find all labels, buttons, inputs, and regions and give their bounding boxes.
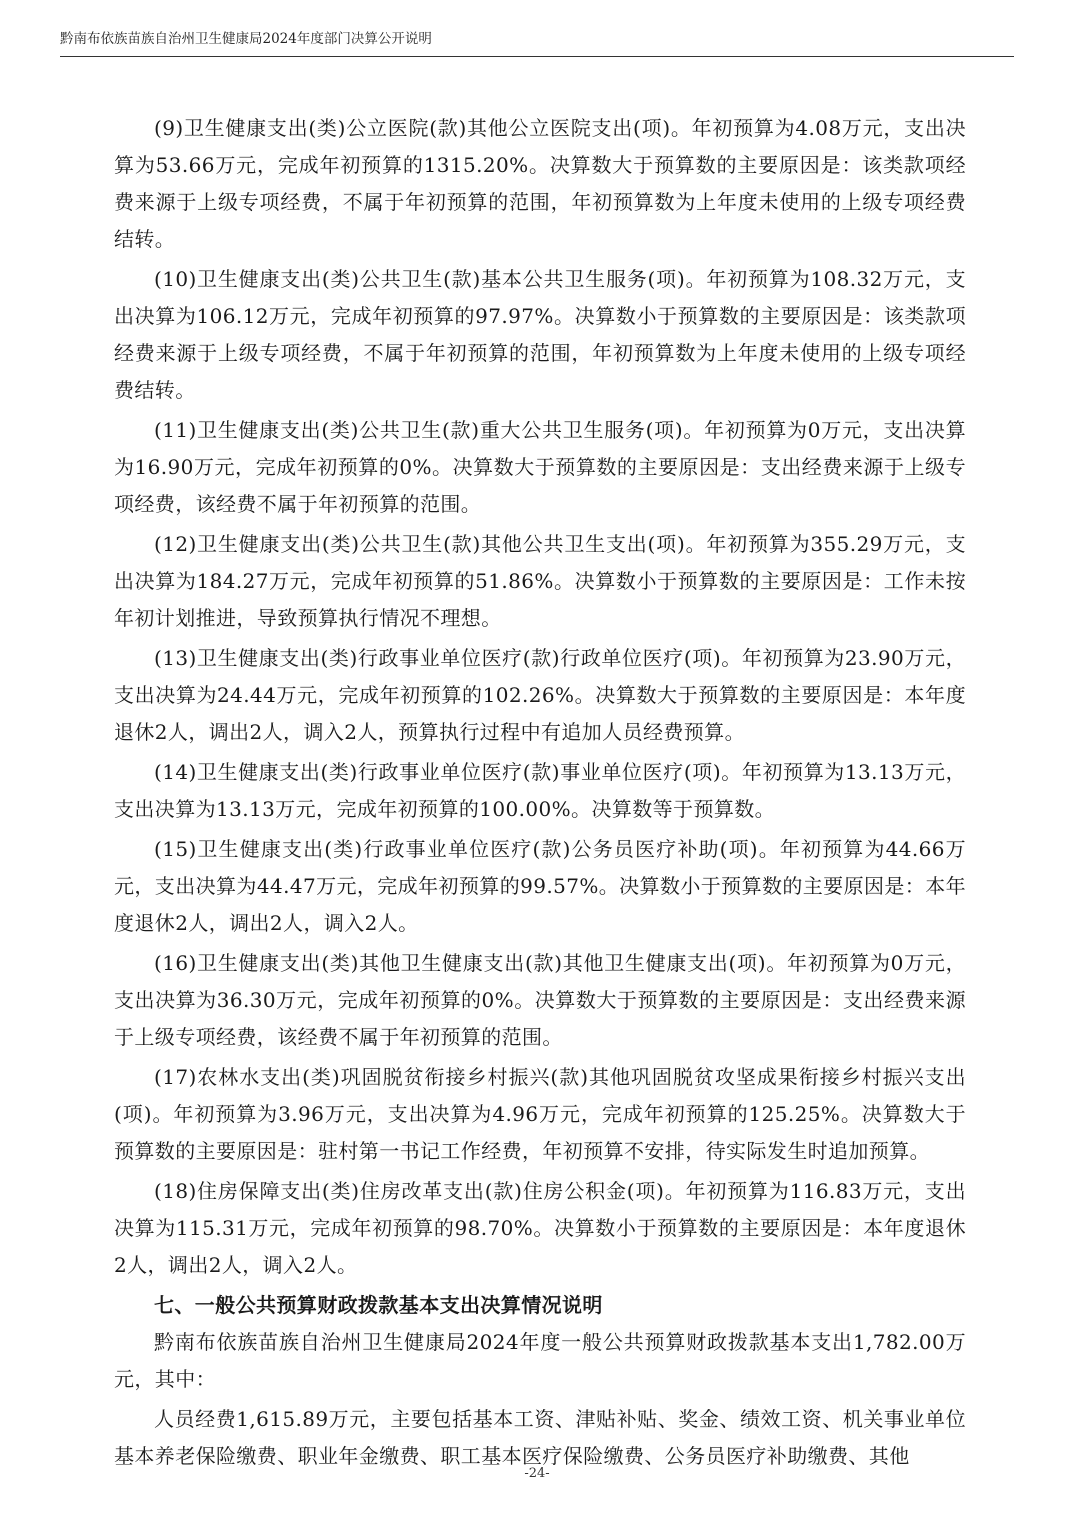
paragraph-item-13: (13)卫生健康支出(类)行政事业单位医疗(款)行政单位医疗(项)。年初预算为23.90万元，支出决算为24.44万元，完成年初预算的102.26%。决算数大于预算数的主要原因是：本年度退休2人，调出2人，调入2人，预算执行过程中有追加人员经费预算。 [114, 646, 966, 744]
page-number: -24- [524, 1466, 550, 1481]
paragraph-item-9: (9)卫生健康支出(类)公立医院(款)其他公立医院支出(项)。年初预算为4.08万元，支出决算为53.66万元，完成年初预算的1315.20%。决算数大于预算数的主要原因是：该类款项经费来源于上级专项经费，不属于年初预算的范围，年初预算数为上年度未使用的上级专项经费结转。 [114, 116, 966, 251]
paragraph-item-18: (18)住房保障支出(类)住房改革支出(款)住房公积金(项)。年初预算为116.83万元，支出决算为115.31万元，完成年初预算的98.70%。决算数小于预算数的主要原因是：本年度退休2人，调出2人，调入2人。 [114, 1179, 966, 1277]
paragraph-item-11: (11)卫生健康支出(类)公共卫生(款)重大公共卫生服务(项)。年初预算为0万元，支出决算为16.90万元，完成年初预算的0%。决算数大于预算数的主要原因是：支出经费来源于上级专项经费，该经费不属于年初预算的范围。 [114, 418, 966, 516]
section-heading: 七、一般公共预算财政拨款基本支出决算情况说明 [154, 1293, 603, 1317]
document-body [114, 110, 966, 1478]
paragraph-item-12: (12)卫生健康支出(类)公共卫生(款)其他公共卫生支出(项)。年初预算为355.29万元，支出决算为184.27万元，完成年初预算的51.86%。决算数小于预算数的主要原因是：工作未按年初计划推进，导致预算执行情况不理想。 [114, 532, 966, 630]
header-title: 黔南布依族苗族自治州卫生健康局2024年度部门决算公开说明 [60, 31, 432, 47]
section-paragraph-total: 黔南布依族苗族自治州卫生健康局2024年度一般公共预算财政拨款基本支出1,782.00万元，其中： [114, 1330, 966, 1391]
paragraph-item-14: (14)卫生健康支出(类)行政事业单位医疗(款)事业单位医疗(项)。年初预算为13.13万元，支出决算为13.13万元，完成年初预算的100.00%。决算数等于预算数。 [114, 760, 966, 821]
paragraph-item-10: (10)卫生健康支出(类)公共卫生(款)基本公共卫生服务(项)。年初预算为108.32万元，支出决算为106.12万元，完成年初预算的97.97%。决算数小于预算数的主要原因是：该类款项经费来源于上级专项经费，不属于年初预算的范围，年初预算数为上年度未使用的上级专项经费结转。 [114, 267, 966, 402]
page-header [60, 28, 1014, 57]
paragraph-item-16: (16)卫生健康支出(类)其他卫生健康支出(款)其他卫生健康支出(项)。年初预算为0万元，支出决算为36.30万元，完成年初预算的0%。决算数大于预算数的主要原因是：支出经费来源于上级专项经费，该经费不属于年初预算的范围。 [114, 951, 966, 1049]
paragraph-item-15: (15)卫生健康支出(类)行政事业单位医疗(款)公务员医疗补助(项)。年初预算为44.66万元，支出决算为44.47万元，完成年初预算的99.57%。决算数小于预算数的主要原因是：本年度退休2人，调出2人，调入2人。 [114, 837, 966, 935]
paragraph-item-17: (17)农林水支出(类)巩固脱贫衔接乡村振兴(款)其他巩固脱贫攻坚成果衔接乡村振兴支出(项)。年初预算为3.96万元，支出决算为4.96万元，完成年初预算的125.25%。决算数大于预算数的主要原因是：驻村第一书记工作经费，年初预算不安排，待实际发生时追加预算。 [114, 1065, 966, 1163]
section-paragraph-personnel: 人员经费1,615.89万元，主要包括基本工资、津贴补贴、奖金、绩效工资、机关事业单位基本养老保险缴费、职业年金缴费、职工基本医疗保险缴费、公务员医疗补助缴费、其他 [114, 1407, 966, 1468]
